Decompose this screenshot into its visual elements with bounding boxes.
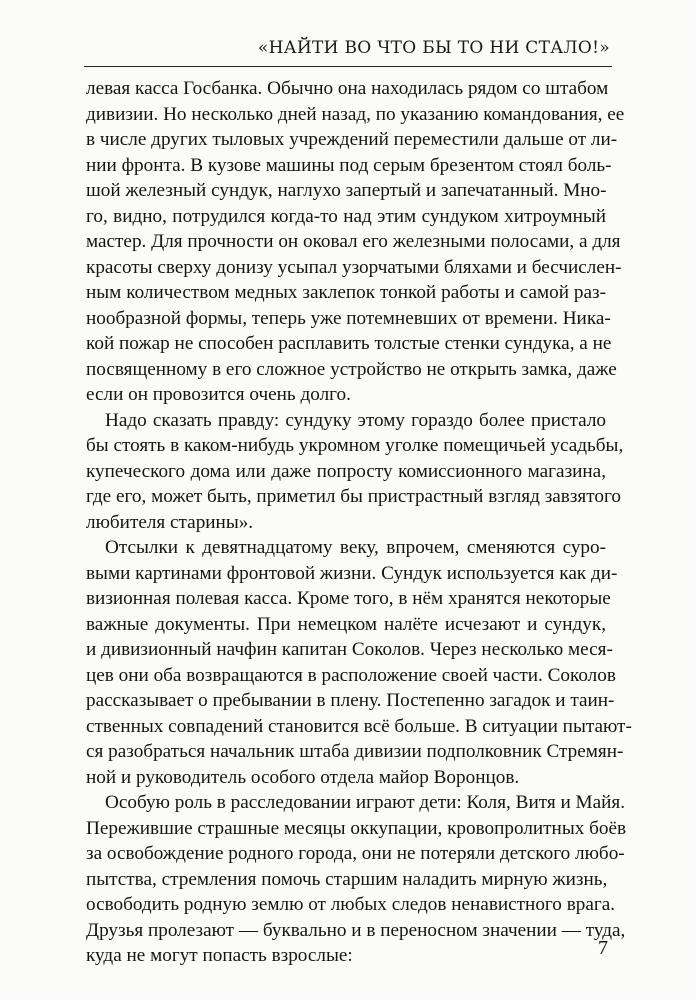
text-line: Надо сказать правду: сундуку этому гораздо более пристало: [105, 409, 606, 431]
text-line: ной и руководитель особого отдела майор Воронцов.: [86, 766, 520, 788]
text-line: и дивизионный начфин капитан Соколов. Через несколько меся-: [86, 639, 613, 660]
text-line: левая касса Госбанка. Обычно она находилась рядом со штабом: [86, 78, 609, 99]
text-line: шой железный сундук, наглухо запертый и запечатанный. Мно-: [86, 180, 607, 201]
paragraph: [86, 76, 625, 408]
text-line: рассказывает о пребывании в плену. Постепенно загадок и таин-: [86, 690, 615, 711]
text-line: дивизии. Но несколько дней назад, по указанию командования, ее: [86, 103, 625, 125]
page-number: 7: [598, 937, 608, 959]
text-line: кой пожар не способен расплавить толстые стенки сундука, а не: [86, 333, 612, 354]
text-line: где его, может быть, приметил бы пристрастный взгляд завзятого: [86, 486, 621, 507]
text-line: ся разобраться начальник штаба дивизии подполковник Стремян-: [86, 741, 624, 762]
text-line: ственных совпадений становится всё больше. В ситуации пытают-: [86, 715, 632, 737]
text-line: выми картинами фронтовой жизни. Сундук используется как ди-: [86, 562, 618, 584]
text-line: Пережившие страшные месяцы оккупации, кровопролитных боёв: [86, 817, 627, 839]
text-line: го, видно, потрудился когда-то над этим сундуком хитроумный: [86, 205, 606, 227]
text-line: пытства, стремления помочь старшим наладить мирную жизнь,: [86, 868, 608, 890]
text-line: Отсылки к девятнадцатому веку, впрочем, сменяются суро-: [105, 537, 606, 558]
text-line: освободить родную землю от любых следов ненавистного врага.: [86, 894, 616, 915]
text-line: если он провозится очень долго.: [86, 384, 351, 405]
text-line: Друзья пролезают — буквально и в переносном значении — туда,: [86, 919, 626, 941]
text-line: купеческого дома или даже попросту комиссионного магазина,: [86, 460, 606, 482]
text-line: бы стоять в каком-нибудь укромном уголке помещичьей усадьбы,: [86, 435, 624, 456]
running-head-title: «НАЙТИ ВО ЧТО БЫ ТО НИ СТАЛО!»: [257, 38, 610, 58]
text-line: за освобождение родного города, они не потеряли детского любо-: [86, 843, 625, 864]
text-line: визионная полевая касса. Кроме того, в нём хранятся некоторые: [86, 588, 611, 609]
text-line: Особую роль в расследовании играют дети: Коля, Витя и Майя.: [105, 792, 625, 813]
text-line: нообразной формы, теперь уже потемневших от времени. Ника-: [86, 307, 611, 329]
text-line: в числе других тыловых учреждений переместили дальше от ли-: [86, 129, 618, 150]
text-line: ным количеством медных заклепок тонкой работы и самой раз-: [86, 282, 606, 303]
paragraph: [86, 790, 627, 969]
text-line: нии фронта. В кузове машины под серым брезентом стоял боль-: [86, 154, 612, 176]
header-rule: [84, 66, 612, 67]
text-line: красоты сверху донизу усыпал узорчатыми бляхами и бесчислен-: [86, 256, 622, 278]
text-line: любителя старины».: [86, 511, 254, 533]
text-line: посвященному в его сложное устройство не открыть замка, даже: [86, 358, 617, 380]
text-line: важные документы. При немецком налёте исчезают и сундук,: [86, 613, 606, 635]
body-text: [86, 76, 632, 969]
text-line: куда не могут попасть взрослые:: [86, 945, 353, 966]
text-line: мастер. Для прочности он оковал его железными полосами, а для: [86, 231, 621, 252]
text-line: цев они оба возвращаются в расположение своей части. Соколов: [86, 664, 616, 686]
paragraph: [86, 535, 632, 790]
paragraph: [86, 408, 624, 536]
